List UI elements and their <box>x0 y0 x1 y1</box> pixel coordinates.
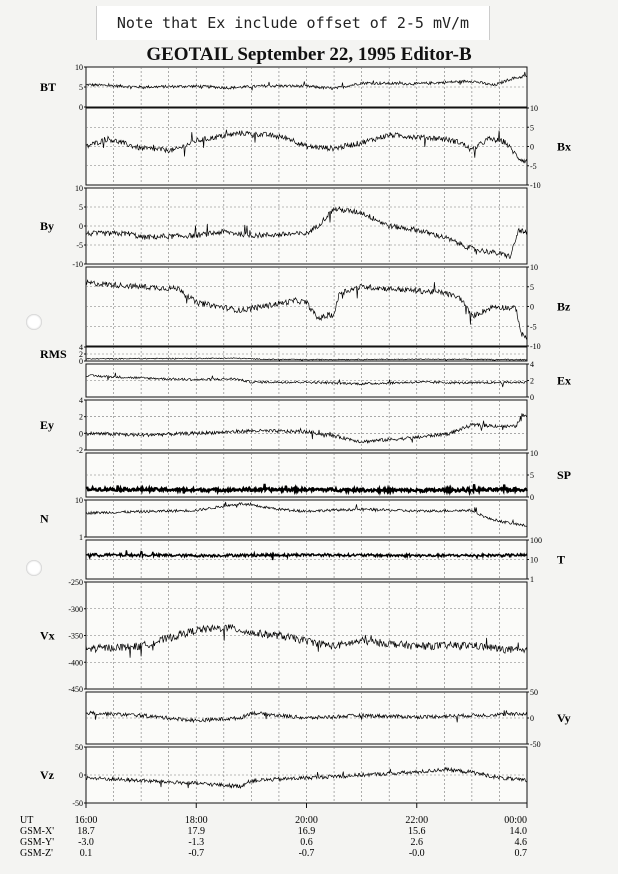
panel-bx <box>86 104 571 190</box>
tick-label-vz: 50 <box>75 743 83 752</box>
panel-n <box>40 496 527 542</box>
time-axis-ut: 00:00 <box>504 815 527 826</box>
time-axis-gsm_y: 2.6 <box>410 837 423 848</box>
panel-vz <box>40 743 527 808</box>
time-axis-ut: 22:00 <box>405 815 429 826</box>
tick-label-vy: 50 <box>530 688 538 697</box>
tick-label-sp: 0 <box>530 493 534 502</box>
tick-label-ex: 2 <box>530 376 534 386</box>
tick-label-by: 10 <box>75 184 83 193</box>
panel-label-vy: Vy <box>557 711 571 725</box>
time-axis-gsm_z: -0.0 <box>408 848 425 859</box>
panel-ey <box>40 396 527 455</box>
tick-label-sp: 10 <box>530 449 538 458</box>
tick-label-bx: -10 <box>530 181 541 190</box>
tick-label-bx: 0 <box>530 142 534 152</box>
axis-row-label: GSM-Z' <box>20 848 53 859</box>
tick-label-ey: 4 <box>79 396 83 405</box>
panel-ex <box>86 360 571 402</box>
time-axis-gsm_y: 4.6 <box>514 837 527 848</box>
panel-bt <box>40 63 527 112</box>
time-axis-gsm_y: -3.0 <box>78 837 94 848</box>
tick-label-ey: 0 <box>79 429 83 439</box>
time-axis-gsm_x: 18.7 <box>77 826 95 837</box>
tick-label-ex: 0 <box>530 393 534 402</box>
chart-title: GEOTAIL September 22, 1995 Editor-B <box>146 44 472 65</box>
panel-label-n: N <box>40 511 49 526</box>
tick-label-ey: 2 <box>79 412 83 422</box>
panel-label-by: By <box>40 219 55 233</box>
time-axis-gsm_x: 17.9 <box>187 826 205 837</box>
tick-label-vx: -450 <box>68 685 83 694</box>
panel-vy <box>86 688 571 749</box>
axis-row-label: GSM-X' <box>20 826 55 837</box>
panel-label-vz: Vz <box>40 768 54 782</box>
tick-label-vy: -50 <box>530 740 541 749</box>
tick-label-bt: 0 <box>79 103 83 112</box>
tick-label-bz: -5 <box>530 322 537 332</box>
tick-label-bz: -10 <box>530 342 541 351</box>
tick-label-rms: 0 <box>79 357 83 366</box>
tick-label-by: 5 <box>79 203 83 212</box>
time-axis-gsm_x: 16.9 <box>297 826 316 837</box>
panel-label-bz: Bz <box>557 299 571 314</box>
offset-note: Note that Ex include offset of 2-5 mV/m <box>96 6 490 40</box>
tick-label-bt: 5 <box>79 83 83 92</box>
tick-label-rms: 4 <box>79 343 83 352</box>
tick-label-rms: 2 <box>79 350 83 359</box>
time-axis-gsm_z: 0.7 <box>514 848 527 859</box>
tick-label-vz: 0 <box>79 771 83 780</box>
tick-label-bx: -5 <box>530 161 537 171</box>
tick-label-vz: -50 <box>72 799 83 808</box>
tick-label-bz: 5 <box>530 282 534 292</box>
tick-label-by: 0 <box>79 222 83 231</box>
tick-label-bx: 10 <box>530 104 538 113</box>
panel-vx <box>40 578 527 694</box>
time-axis-ut: 20:00 <box>295 815 318 826</box>
panel-sp <box>86 449 571 502</box>
tick-label-ex: 4 <box>530 360 534 369</box>
tick-label-t: 100 <box>530 536 542 545</box>
panel-label-t: T <box>557 552 566 567</box>
time-axis-ut: 18:00 <box>184 815 208 826</box>
panel-label-ex: Ex <box>557 373 572 388</box>
time-axis-gsm_y: -1.3 <box>188 837 205 848</box>
panel-label-sp: SP <box>557 468 572 482</box>
panel-label-rms: RMS <box>40 347 67 361</box>
panel-label-bt: BT <box>40 80 57 94</box>
time-axis-ut: 16:00 <box>74 815 98 826</box>
time-axis-gsm_z: -0.7 <box>188 848 205 859</box>
tick-label-bx: 5 <box>530 123 534 133</box>
tick-label-n: 10 <box>75 496 83 505</box>
tick-label-sp: 5 <box>530 471 534 480</box>
tick-label-t: 1 <box>530 575 534 584</box>
tick-label-ey: -2 <box>76 446 83 455</box>
time-axis-gsm_x: 15.6 <box>408 826 426 837</box>
tick-label-vx: -300 <box>68 604 83 614</box>
tick-label-n: 1 <box>79 533 83 542</box>
tick-label-vy: 0 <box>530 714 534 723</box>
time-axis-gsm_z: 0.1 <box>79 848 93 859</box>
tick-label-by: -5 <box>76 241 83 250</box>
panel-bz <box>86 263 571 351</box>
tick-label-bz: 0 <box>530 302 534 312</box>
tick-label-bz: 10 <box>530 263 538 272</box>
panel-label-bx: Bx <box>557 139 572 154</box>
axis-row-label: UT <box>20 815 34 826</box>
tick-label-vx: -350 <box>68 631 83 641</box>
time-axis-gsm_x: 14.0 <box>509 826 527 837</box>
time-axis-gsm_y: 0.6 <box>300 837 313 848</box>
tick-label-vx: -250 <box>68 578 83 587</box>
panel-label-vx: Vx <box>40 628 55 643</box>
time-axis-gsm_z: -0.7 <box>298 848 315 859</box>
panel-t <box>86 536 565 584</box>
panel-by <box>40 184 527 269</box>
tick-label-t: 10 <box>530 555 538 565</box>
tick-label-vx: -400 <box>68 658 83 668</box>
panel-label-ey: Ey <box>40 418 55 432</box>
tick-label-by: -10 <box>72 260 83 269</box>
axis-row-label: GSM-Y' <box>20 837 55 848</box>
tick-label-bt: 10 <box>75 63 83 72</box>
